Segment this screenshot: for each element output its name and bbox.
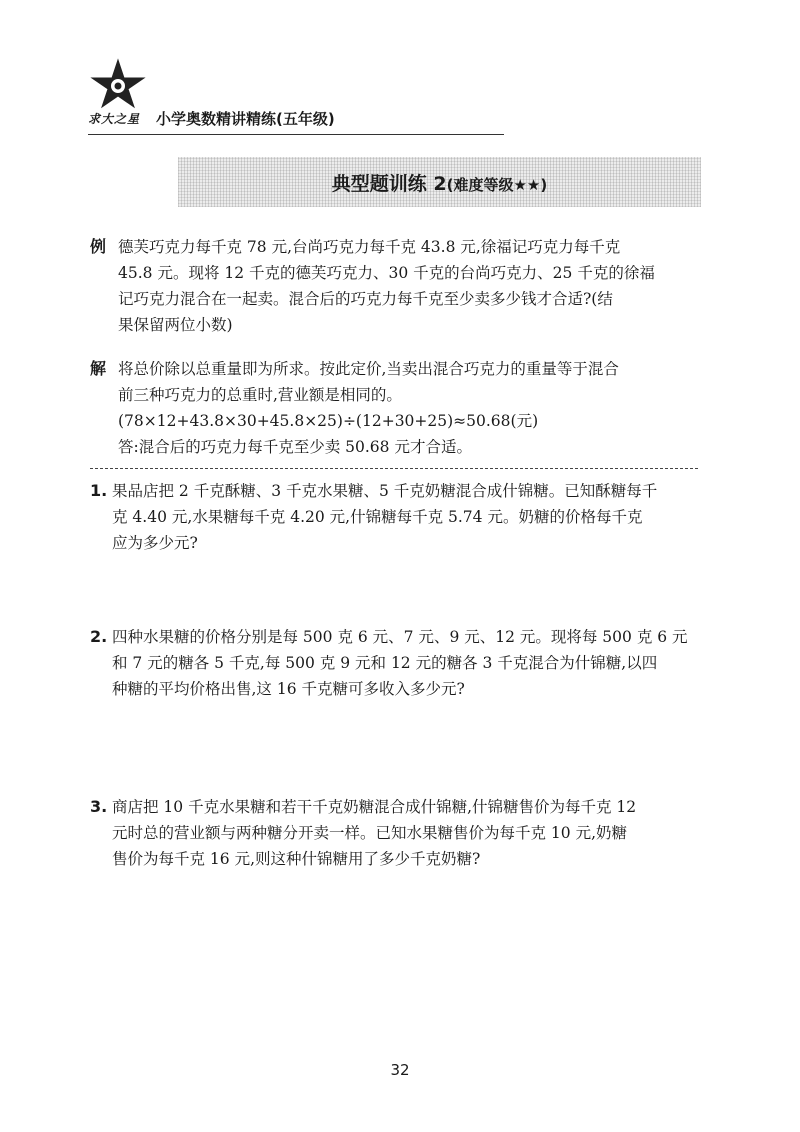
problem-1 xyxy=(90,478,710,558)
problem-2 xyxy=(90,624,710,704)
page-number: 32 xyxy=(390,1061,410,1079)
section-title-main: 典型题训练 2 xyxy=(331,172,447,195)
problem-line: 种糖的平均价格出售,这 16 千克糖可多收入多少元? xyxy=(112,680,465,698)
solution-answer: 答:混合后的巧克力每千克至少卖 50.68 元才合适。 xyxy=(118,438,472,456)
solution-block xyxy=(90,356,710,466)
solution-line: 将总价除以总重量即为所求。按此定价,当卖出混合巧克力的重量等于混合 xyxy=(118,360,619,378)
problem-3 xyxy=(90,794,710,874)
example-line: 记巧克力混合在一起卖。混合后的巧克力每千克至少卖多少钱才合适?(结 xyxy=(118,290,613,308)
star-icon xyxy=(88,58,148,110)
problem-line: 克 4.40 元,水果糖每千克 4.20 元,什锦糖每千克 5.74 元。奶糖的价格每千克 xyxy=(112,508,643,526)
problem-number: 3. xyxy=(90,797,108,816)
header-divider xyxy=(88,134,504,135)
star-logo xyxy=(88,58,148,133)
logo-text: 求大之星 xyxy=(88,112,141,126)
problem-line: 售价为每千克 16 元,则这种什锦糖用了多少千克奶糖? xyxy=(112,850,481,868)
problem-line: 应为多少元? xyxy=(112,534,198,552)
example-label: 例 xyxy=(90,237,107,256)
solution-formula: (78×12+43.8×30+45.8×25)÷(12+30+25)≈50.68(元) xyxy=(118,412,539,430)
dashed-divider xyxy=(90,468,698,469)
problem-number: 1. xyxy=(90,481,108,500)
problem-line: 果品店把 2 千克酥糖、3 千克水果糖、5 千克奶糖混合成什锦糖。已知酥糖每千 xyxy=(112,482,658,500)
page-header xyxy=(88,58,508,138)
solution-label: 解 xyxy=(90,359,107,378)
book-title: 小学奥数精讲精练(五年级) xyxy=(156,110,335,128)
solution-line: 前三种巧克力的总重时,营业额是相同的。 xyxy=(118,386,402,404)
example-line: 德芙巧克力每千克 78 元,台尚巧克力每千克 43.8 元,徐福记巧克力每千克 xyxy=(118,238,621,256)
problem-line: 和 7 元的糖各 5 千克,每 500 克 9 元和 12 元的糖各 3 千克混合为什锦糖,以四 xyxy=(112,654,658,672)
example-line: 果保留两位小数) xyxy=(118,316,233,334)
problem-number: 2. xyxy=(90,627,108,646)
problem-line: 元时总的营业额与两种糖分开卖一样。已知水果糖售价为每千克 10 元,奶糖 xyxy=(112,824,628,842)
example-block xyxy=(90,234,710,344)
section-title xyxy=(332,169,547,196)
section-banner xyxy=(178,157,701,207)
problem-line: 商店把 10 千克水果糖和若干千克奶糖混合成什锦糖,什锦糖售价为每千克 12 xyxy=(112,798,637,816)
problem-line: 四种水果糖的价格分别是每 500 克 6 元、7 元、9 元、12 元。现将每 500 克 6 元 xyxy=(112,628,688,646)
example-line: 45.8 元。现将 12 千克的德芙巧克力、30 千克的台尚巧克力、25 千克的徐福 xyxy=(118,264,655,282)
difficulty-level: (难度等级★★) xyxy=(446,175,548,194)
